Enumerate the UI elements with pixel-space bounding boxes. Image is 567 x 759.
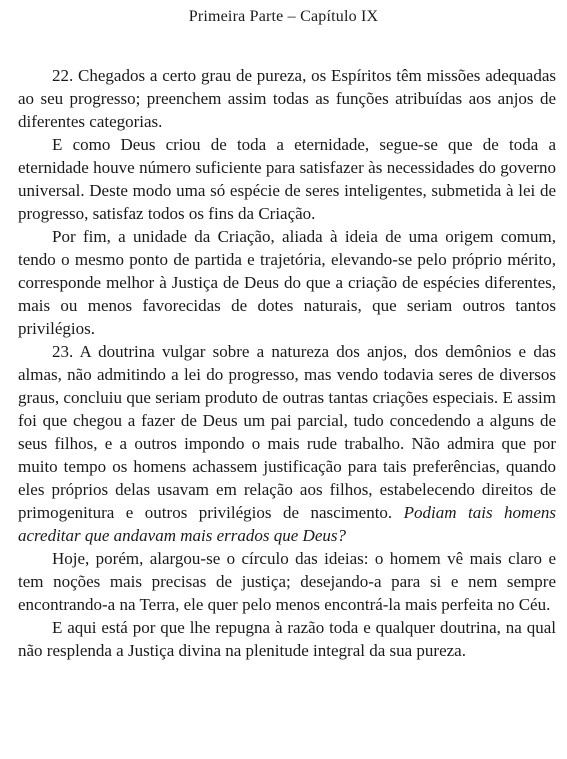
paragraph-22: 22. Chegados a certo grau de pureza, os Espíritos têm missões adequadas ao seu progresso; preenchem assim todas as funções atribuídas aos anjos de diferentes categorias. (18, 66, 556, 131)
paragraph: E aqui está por que lhe repugna à razão toda e qualquer doutrina, na qual não resplenda a Justiça divina na plenitude integral da sua pureza. (18, 618, 556, 660)
italic-question: Podiam tais homens acreditar que andavam mais errados que Deus? (18, 503, 556, 545)
body-text (18, 64, 556, 662)
paragraph: E como Deus criou de toda a eternidade, segue-se que de toda a eternidade houve número suficiente para satisfazer às necessidades do governo universal. Deste modo uma só espécie de seres inteligentes, submetida à lei de progresso, satisfaz todos os fins da Criação. (18, 135, 556, 223)
paragraph: Hoje, porém, alargou-se o círculo das ideias: o homem vê mais claro e tem noções mais precisas de justiça; desejando-a para si e nem sempre encontrando-a na Terra, ele quer pelo menos encontrá-la mais perfeita no Céu. (18, 549, 556, 614)
paragraph-23: 23. A doutrina vulgar sobre a natureza dos anjos, dos demônios e das almas, não admitindo a lei do progresso, mas vendo todavia seres de diversos graus, concluiu que seriam produto de outras tantas criações especiais. E assim foi que chegou a fazer de Deus um pai parcial, tudo concedendo a alguns de seus filhos, e a outros impondo o mais rude trabalho. Não admira que por muito tempo os homens achassem justificação para tais preferências, quando eles próprios delas usavam em relação aos filhos, estabelecendo direitos de primogenitura e outros privilégios de nascimento. Podiam tais homens acreditar que andavam mais errados que Deus? (18, 342, 556, 545)
paragraph: Por fim, a unidade da Criação, aliada à ideia de uma origem comum, tendo o mesmo ponto de partida e trajetória, elevando-se pelo próprio mérito, corresponde melhor à Justiça de Deus do que a criação de espécies diferentes, mais ou menos favorecidas de dotes naturais, que seriam outros tantos privilégios. (18, 227, 556, 338)
running-header: Primeira Parte – Capítulo IX (188, 8, 379, 25)
